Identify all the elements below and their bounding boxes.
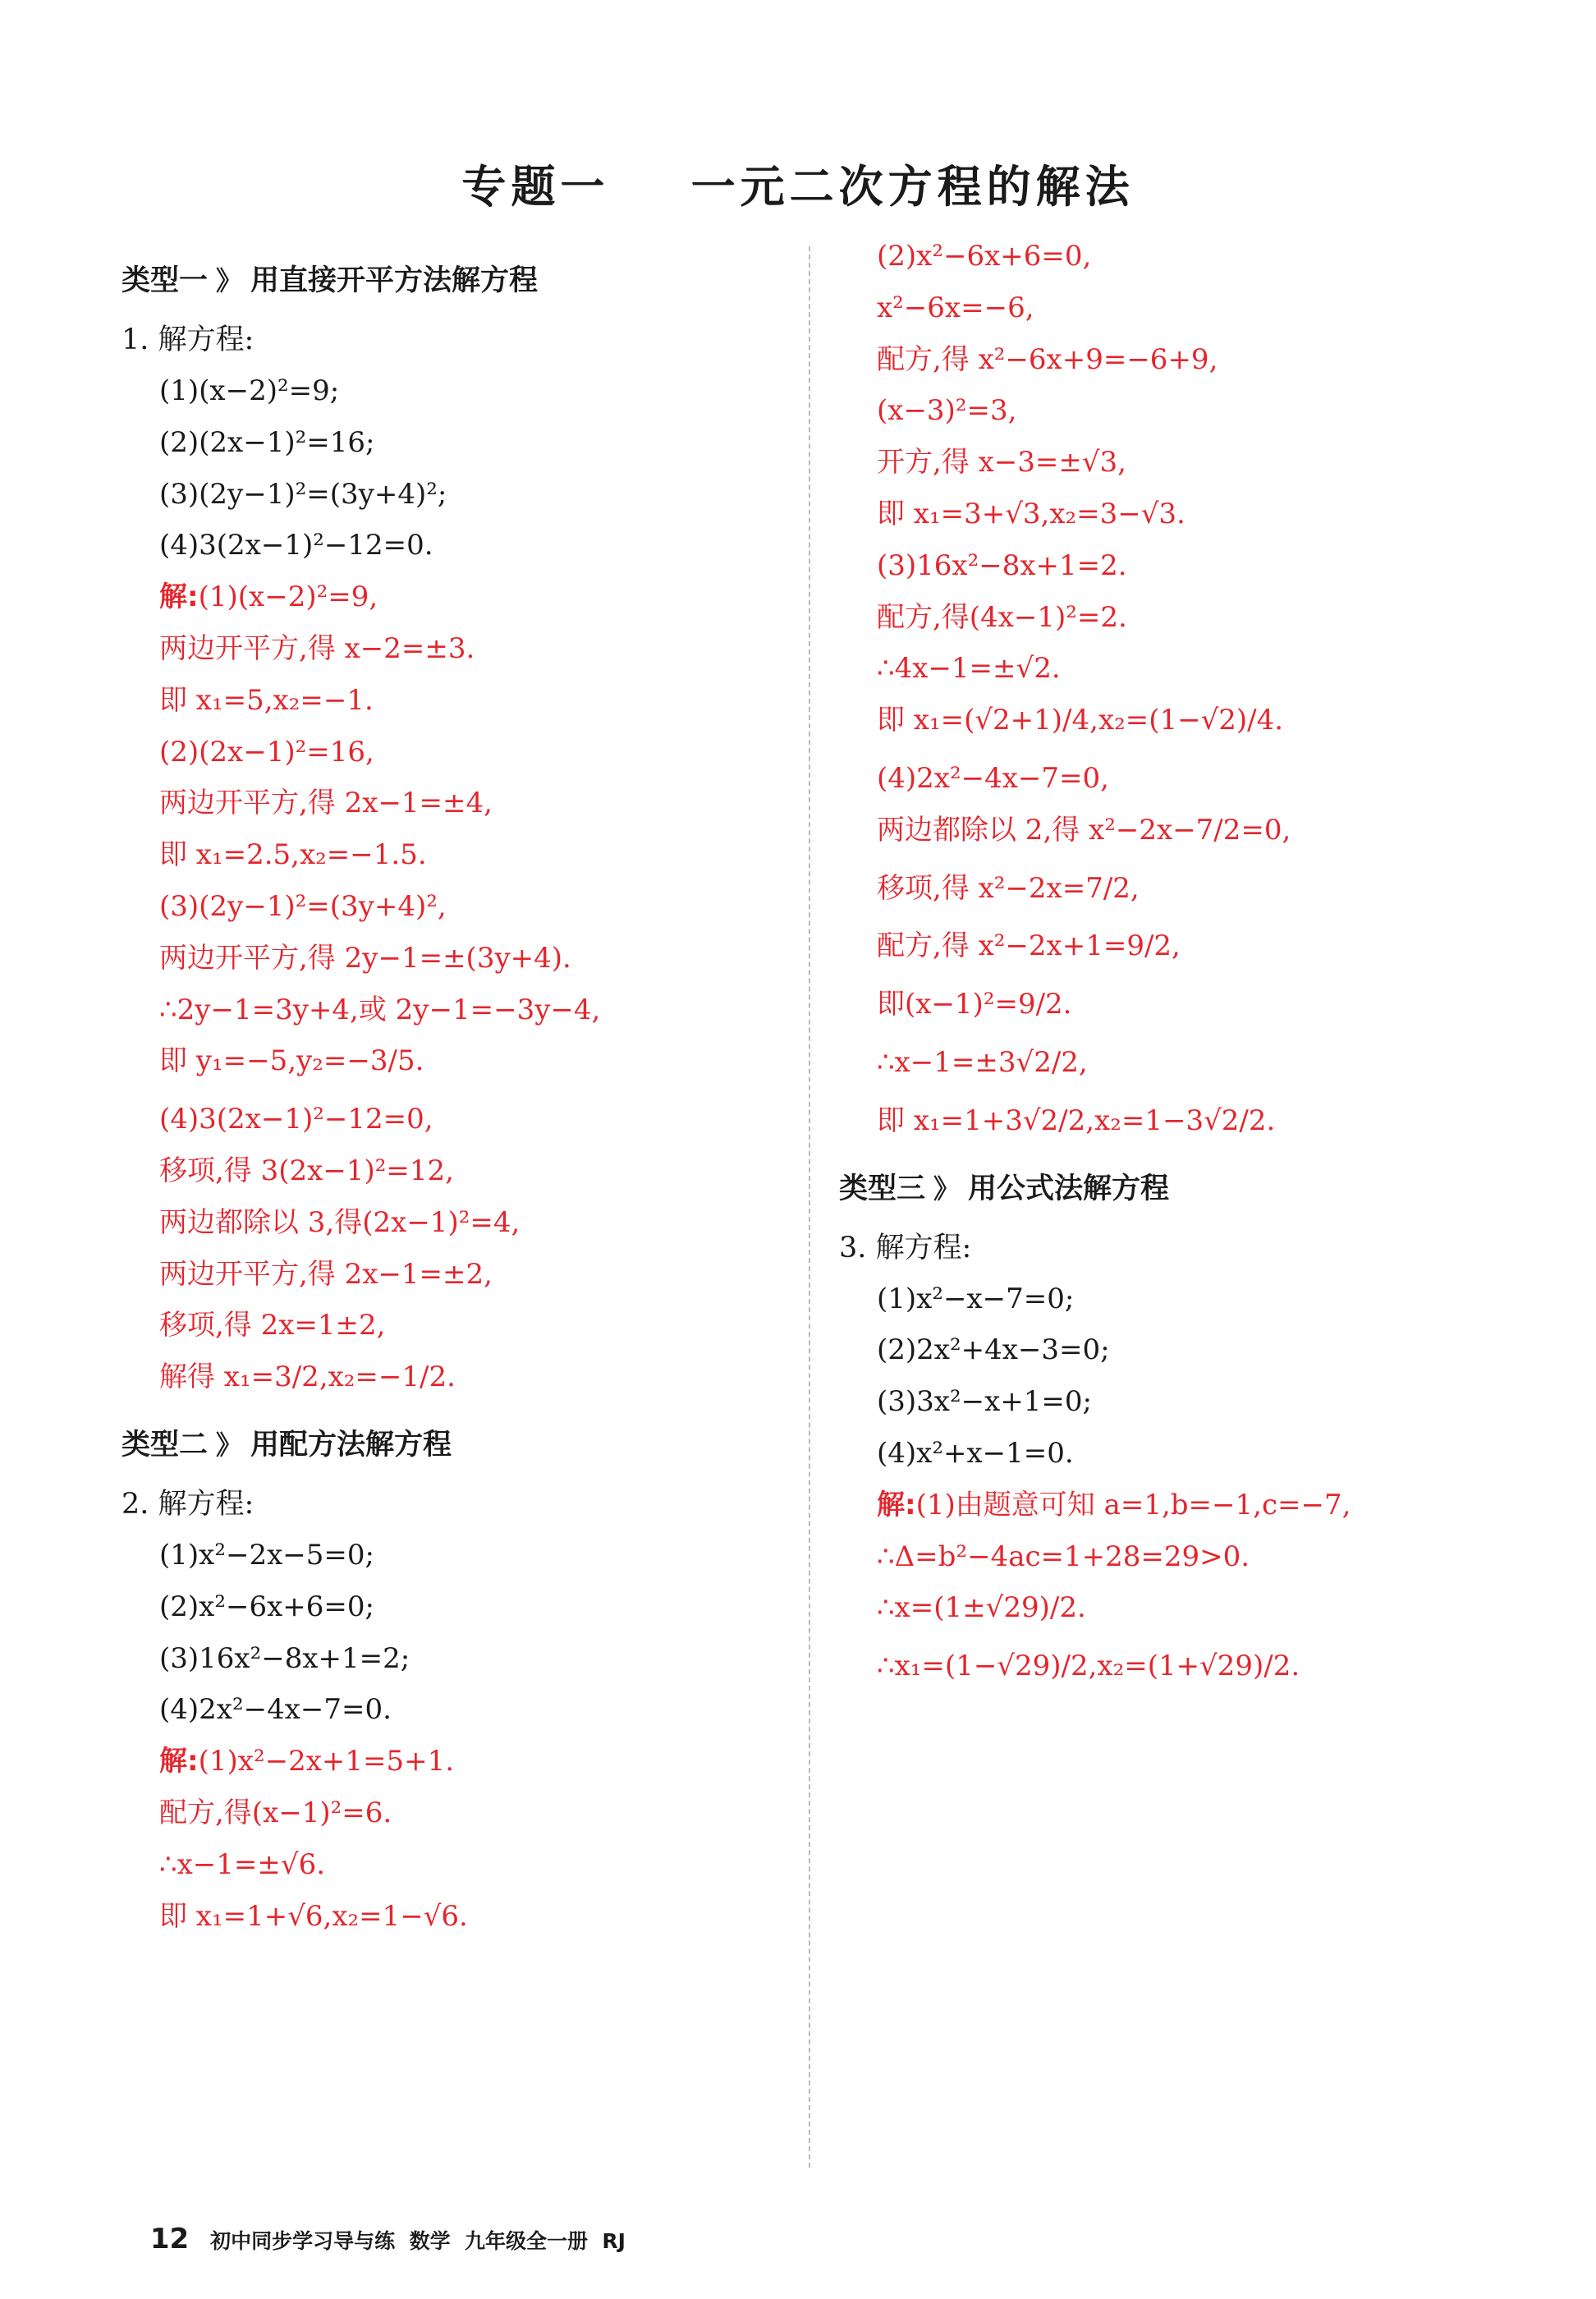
answer-line: 两边都除以 2,得 x²−2x−7/2=0, — [877, 813, 1291, 847]
equation-item: (3)(2y−1)²=(3y+4)²; — [159, 477, 447, 511]
answer-line: (2)x²−6x+6=0, — [877, 240, 1092, 273]
answer-line: 两边开平方,得 2y−1=±(3y+4). — [159, 941, 571, 975]
problem-2-prompt: 2. 解方程: — [122, 1487, 255, 1521]
answer-line: 解得 x₁=3/2,x₂=−1/2. — [159, 1361, 456, 1394]
answer-line: 解:(1)(x−2)²=9, — [159, 580, 378, 614]
answer-line: ∴4x−1=±√2. — [877, 652, 1061, 686]
equation-item: (2)2x²+4x−3=0; — [877, 1333, 1110, 1367]
answer-line: 配方,得(4x−1)²=2. — [877, 600, 1127, 634]
answer-line: (3)(2y−1)²=(3y+4)², — [159, 889, 447, 923]
problem-2-items — [122, 1539, 795, 1727]
column-divider — [809, 246, 810, 2168]
answer-line: 解:(1)由题意可知 a=1,b=−1,c=−7, — [877, 1488, 1351, 1521]
answer-line: 移项,得 3(2x−1)²=12, — [159, 1154, 454, 1187]
answer-line: 即 x₁=2.5,x₂=−1.5. — [159, 838, 427, 872]
page-number: 12 — [149, 2223, 190, 2255]
answer-line: 开方,得 x−3=±√3, — [877, 446, 1126, 480]
equation-item: (3)3x²−x+1=0; — [877, 1385, 1092, 1419]
problem-2-answer-right — [839, 240, 1562, 1138]
answer-line: 即 x₁=1+√6,x₂=1−√6. — [159, 1899, 468, 1933]
problem-3-prompt: 3. 解方程: — [839, 1231, 972, 1264]
answer-line: (x−3)²=3, — [877, 394, 1017, 428]
equation-item: (1)x²−2x−5=0; — [159, 1538, 374, 1572]
equation-item: (4)x²+x−1=0. — [877, 1436, 1074, 1470]
equation-item: (2)(2x−1)²=16; — [159, 425, 375, 459]
answer-line: ∴x−1=±√6. — [159, 1847, 326, 1881]
answer-line: 即 x₁=(√2+1)/4,x₂=(1−√2)/4. — [877, 704, 1284, 737]
equation-item: (1)(x−2)²=9; — [159, 374, 340, 407]
answer-line: ∴Δ=b²−4ac=1+28=29>0. — [877, 1540, 1250, 1573]
answer-line: 配方,得(x−1)²=6. — [159, 1796, 392, 1829]
book-title: 初中同步学习导与练 数学 九年级全一册 RJ — [210, 2229, 626, 2253]
answer-line: 即(x−1)²=9/2. — [877, 988, 1072, 1021]
answer-line: 移项,得 2x=1±2, — [159, 1309, 386, 1342]
answer-line: ∴x−1=±3√2/2, — [877, 1045, 1088, 1079]
answer-line: x²−6x=−6, — [877, 291, 1034, 324]
answer-line: 两边开平方,得 2x−1=±4, — [159, 787, 493, 820]
answer-line: 两边都除以 3,得(2x−1)²=4, — [159, 1205, 521, 1239]
answer-line: 解:(1)x²−2x+1=5+1. — [159, 1745, 455, 1778]
answer-line: ∴2y−1=3y+4,或 2y−1=−3y−4, — [159, 993, 601, 1026]
answer-line: 两边开平方,得 2x−1=±2, — [159, 1257, 493, 1291]
equation-item: (4)2x²−4x−7=0. — [159, 1693, 392, 1727]
page-title: 专题一 一元二次方程的解法 — [461, 161, 1135, 213]
answer-line: 即 x₁=3+√3,x₂=3−√3. — [877, 497, 1186, 530]
problem-1-answer — [122, 632, 795, 1394]
section-heading-3: 类型三 》 用公式法解方程 — [839, 1172, 1170, 1205]
problem-1-items — [122, 374, 795, 562]
problem-3-items — [839, 1283, 1562, 1471]
answer-line: 即 y₁=−5,y₂=−3/5. — [159, 1044, 424, 1078]
answer-line: (4)3(2x−1)²−12=0, — [159, 1103, 433, 1136]
problem-1-prompt: 1. 解方程: — [122, 324, 255, 356]
equation-item: (4)3(2x−1)²−12=0. — [159, 529, 433, 562]
equation-item: (2)x²−6x+6=0; — [159, 1590, 374, 1623]
answer-line: 配方,得 x²−2x+1=9/2, — [877, 929, 1181, 963]
equation-item: (3)16x²−8x+1=2; — [159, 1641, 410, 1675]
answer-line: 移项,得 x²−2x=7/2, — [877, 871, 1140, 905]
answer-line: ∴x=(1±√29)/2. — [877, 1591, 1086, 1625]
answer-line: (2)(2x−1)²=16, — [159, 735, 374, 769]
section-heading-2: 类型二 》 用配方法解方程 — [122, 1428, 452, 1462]
page-footer — [122, 2199, 626, 2279]
answer-line: (3)16x²−8x+1=2. — [877, 548, 1127, 582]
left-column — [122, 246, 795, 1951]
answer-line: 配方,得 x²−6x+9=−6+9, — [877, 342, 1218, 376]
answer-line: 两边开平方,得 x−2=±3. — [159, 631, 475, 665]
equation-item: (1)x²−x−7=0; — [877, 1282, 1075, 1315]
answer-line: 即 x₁=1+3√2/2,x₂=1−3√2/2. — [877, 1104, 1276, 1137]
answer-line: ∴x₁=(1−√29)/2,x₂=(1+√29)/2. — [877, 1650, 1300, 1683]
answer-line: 即 x₁=5,x₂=−1. — [159, 683, 374, 717]
answer-line: (4)2x²−4x−7=0, — [877, 761, 1109, 795]
problem-2-answer-left — [122, 1797, 795, 1933]
right-column — [839, 240, 1562, 1708]
problem-3-answer — [839, 1540, 1562, 1683]
section-heading-1: 类型一 》 用直接开平方法解方程 — [122, 264, 539, 297]
